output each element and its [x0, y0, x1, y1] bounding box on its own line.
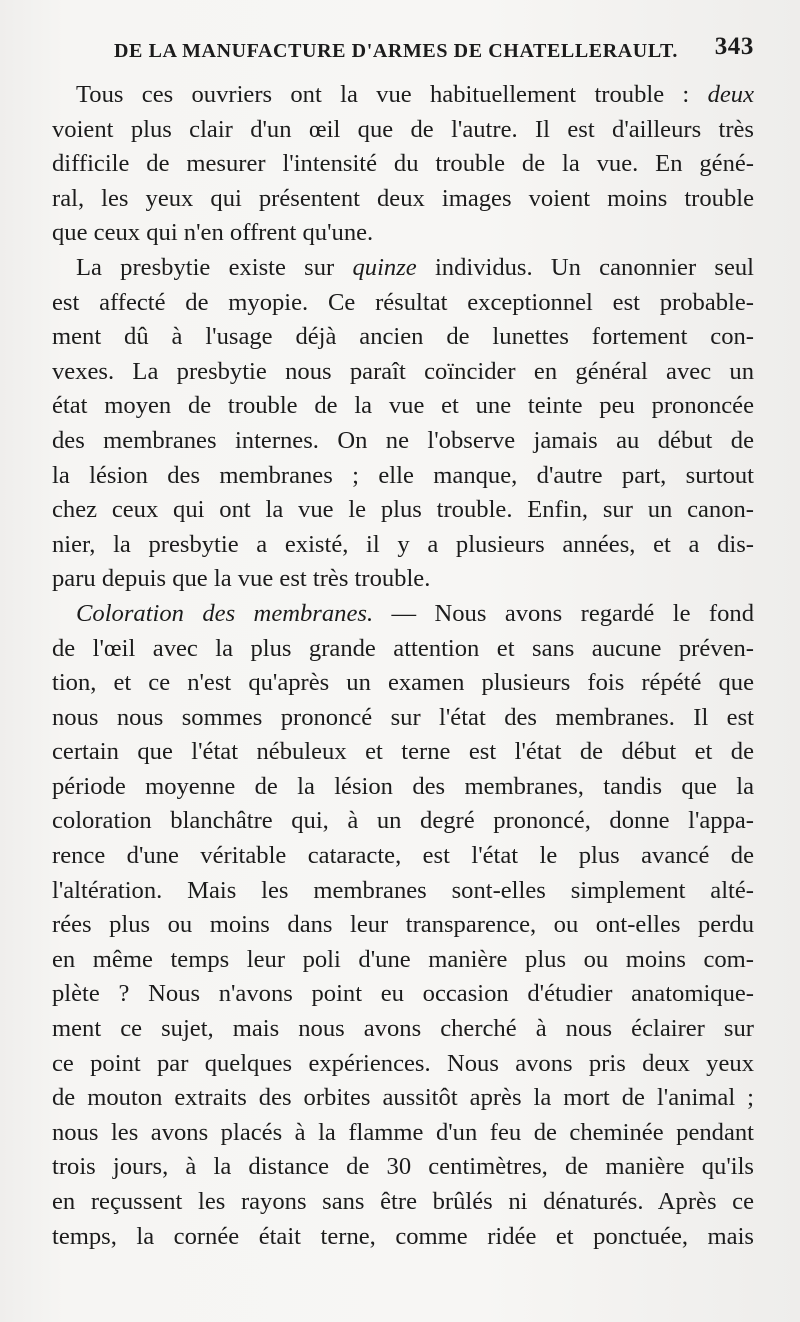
text-run: — Nous avons regardé le fond [373, 599, 754, 627]
text-line [52, 1081, 754, 1116]
text-line [52, 355, 754, 390]
text-line [52, 528, 754, 563]
text-line [52, 908, 754, 943]
text-line [52, 147, 754, 182]
text-run: que ceux qui n'en offrent qu'une. [52, 219, 374, 247]
text-run: des membranes internes. On ne l'observe jamais au début de [52, 426, 754, 454]
text-line [52, 251, 754, 286]
text-run: coloration blanchâtre qui, à un degré prononcé, donne l'appa- [52, 807, 754, 835]
text-run: rées plus ou moins dans leur transparence, ou ont-elles perdu [52, 911, 754, 939]
text-run: La presbytie existe sur [76, 253, 353, 281]
text-line [52, 735, 754, 770]
text-run: nous nous sommes prononcé sur l'état des membranes. Il est [52, 703, 754, 731]
italic-text: Coloration des membranes. [76, 599, 374, 627]
text-run: de l'œil avec la plus grande attention et sans aucune préven- [52, 634, 754, 662]
text-line [52, 1185, 754, 1220]
italic-text: deux [707, 81, 754, 108]
text-line [52, 770, 754, 805]
text-run: période moyenne de la lésion des membranes, tandis que la [52, 772, 754, 800]
body-text [52, 78, 754, 1254]
text-run: l'altération. Mais les membranes sont-elles simplement alté- [52, 876, 754, 904]
text-line [52, 1116, 754, 1151]
text-line [52, 1150, 754, 1185]
text-run: est affecté de myopie. Ce résultat exceptionnel est probable- [52, 288, 754, 316]
text-run: nier, la presbytie a existé, il y a plusieurs années, et a dis- [52, 530, 754, 558]
text-run: en reçussent les rayons sans être brûlés ni dénaturés. Après ce [52, 1188, 754, 1215]
text-line [52, 597, 754, 632]
text-line [52, 632, 754, 667]
text-line [52, 389, 754, 424]
page-number: 343 [714, 33, 754, 60]
text-line [52, 701, 754, 736]
text-run: de mouton extraits des orbites aussitôt après la mort de l'animal ; [52, 1084, 754, 1112]
text-line [52, 459, 754, 494]
text-run: temps, la cornée était terne, comme ridée et ponctuée, mais [52, 1222, 754, 1250]
text-line [52, 424, 754, 459]
text-line [52, 113, 754, 148]
text-line [52, 216, 754, 251]
text-run: trois jours, à la distance de 30 centimètres, de manière qu'ils [52, 1153, 754, 1181]
text-run: certain que l'état nébuleux et terne est l'état de début et de [52, 738, 754, 766]
text-line [52, 977, 754, 1012]
text-line [52, 493, 754, 528]
italic-text: quinze [352, 253, 417, 281]
text-run: ment dû à l'usage déjà ancien de lunettes fortement con- [52, 323, 754, 351]
text-run: plète ? Nous n'avons point eu occasion d'étudier anatomique- [52, 980, 754, 1008]
text-run: individus. Un canonnier seul [416, 253, 754, 281]
text-run: la lésion des membranes ; elle manque, d'autre part, surtout [52, 461, 754, 489]
text-run: ce point par quelques expériences. Nous avons pris deux yeux [52, 1049, 754, 1077]
text-run: voient plus clair d'un œil que de l'autre. Il est d'ailleurs très [52, 115, 754, 143]
text-run: rence d'une véritable cataracte, est l'état le plus avancé de [52, 842, 754, 870]
text-run: chez ceux qui ont la vue le plus trouble. Enfin, sur un canon- [52, 496, 754, 524]
text-run: Tous ces ouvriers ont la vue habituellement trouble : [76, 81, 708, 108]
text-line [52, 804, 754, 839]
text-line [52, 182, 754, 217]
text-line [52, 78, 754, 113]
running-head [114, 34, 754, 68]
text-line [52, 1047, 754, 1082]
text-run: ment ce sujet, mais nous avons cherché à nous éclairer sur [52, 1015, 754, 1043]
text-line [52, 943, 754, 978]
text-line [52, 562, 754, 597]
text-line [52, 1012, 754, 1047]
text-run: ral, les yeux qui présentent deux images voient moins trouble [52, 184, 754, 212]
text-run: nous les avons placés à la flamme d'un feu de cheminée pendant [52, 1118, 754, 1146]
text-run: tion, et ce n'est qu'après un examen plusieurs fois répété que [52, 669, 754, 697]
text-line [52, 874, 754, 909]
text-line [52, 320, 754, 355]
text-line [52, 286, 754, 321]
text-line [52, 666, 754, 701]
running-title: DE LA MANUFACTURE D'ARMES DE CHATELLERAULT. [114, 40, 679, 62]
text-line [52, 839, 754, 874]
text-run: état moyen de trouble de la vue et une teinte peu prononcée [52, 392, 754, 420]
text-run: paru depuis que la vue est très trouble. [52, 565, 431, 593]
text-run: en même temps leur poli d'une manière plus ou moins com- [52, 945, 754, 973]
text-line [52, 1220, 754, 1255]
text-run: difficile de mesurer l'intensité du trouble de la vue. En géné- [52, 150, 754, 178]
text-run: vexes. La presbytie nous paraît coïncider en général avec un [52, 357, 754, 385]
